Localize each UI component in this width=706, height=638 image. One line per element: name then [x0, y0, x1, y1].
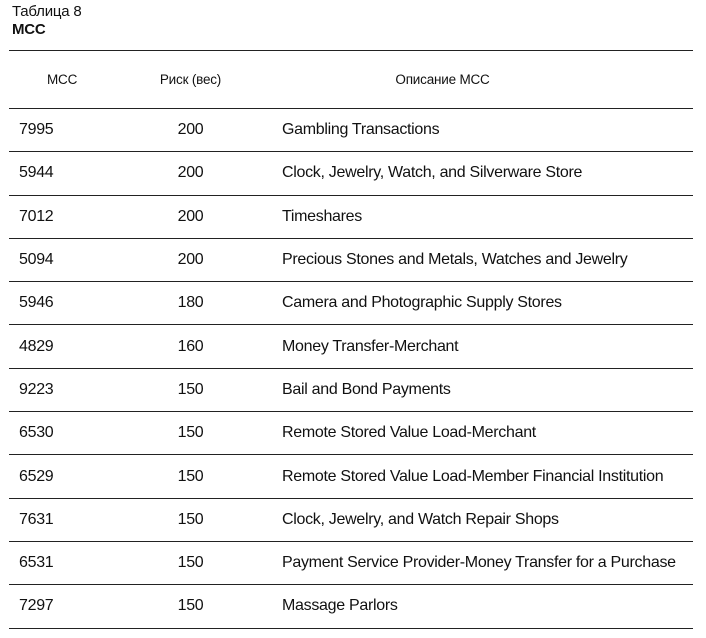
- cell-mcc: 6529: [19, 467, 54, 485]
- cell-risk: 200: [177, 207, 204, 225]
- cell-description: Precious Stones and Metals, Watches and Jewelry: [282, 251, 628, 269]
- cell-description: Massage Parlors: [282, 597, 398, 615]
- cell-description: Remote Stored Value Load-Member Financial Institution: [282, 467, 664, 485]
- table-row: [9, 412, 693, 455]
- table-row: [9, 585, 693, 628]
- cell-risk: 150: [177, 597, 204, 615]
- table-row: [9, 325, 693, 368]
- header-risk: Риск (вес): [159, 72, 222, 87]
- cell-mcc: 6530: [19, 424, 54, 442]
- cell-mcc: 5094: [19, 251, 54, 269]
- cell-risk: 150: [177, 380, 204, 398]
- table-header-row: [9, 51, 693, 109]
- table-row: [9, 152, 693, 195]
- cell-mcc: 9223: [19, 380, 54, 398]
- table-title: MCC: [12, 21, 46, 38]
- header-description: Описание MCC: [395, 72, 490, 87]
- table-caption: [12, 3, 82, 39]
- table-row: [9, 499, 693, 542]
- cell-description: Remote Stored Value Load-Merchant: [282, 424, 536, 442]
- cell-risk: 200: [177, 251, 204, 269]
- table-row: [9, 369, 693, 412]
- table-row: [9, 542, 693, 585]
- cell-risk: 160: [177, 337, 204, 355]
- table-number-label: Таблица 8: [12, 3, 82, 20]
- cell-risk: 150: [177, 554, 204, 572]
- cell-mcc: 7631: [19, 510, 54, 528]
- cell-risk: 150: [177, 467, 204, 485]
- cell-risk: 200: [177, 164, 204, 182]
- cell-mcc: 7297: [19, 597, 54, 615]
- table-row: [9, 196, 693, 239]
- cell-description: Timeshares: [282, 207, 362, 225]
- cell-description: Bail and Bond Payments: [282, 380, 451, 398]
- cell-mcc: 7995: [19, 121, 54, 139]
- cell-description: Payment Service Provider-Money Transfer for a Purchase: [282, 554, 676, 572]
- cell-description: Camera and Photographic Supply Stores: [282, 294, 562, 312]
- mcc-table: [9, 50, 693, 629]
- cell-risk: 200: [177, 121, 204, 139]
- table-row: [9, 239, 693, 282]
- cell-description: Gambling Transactions: [282, 121, 440, 139]
- cell-risk: 180: [177, 294, 204, 312]
- cell-mcc: 5946: [19, 294, 54, 312]
- cell-mcc: 4829: [19, 337, 54, 355]
- cell-mcc: 7012: [19, 207, 54, 225]
- table-body: [9, 109, 693, 629]
- cell-description: Clock, Jewelry, Watch, and Silverware Store: [282, 164, 583, 182]
- cell-description: Clock, Jewelry, and Watch Repair Shops: [282, 510, 559, 528]
- cell-risk: 150: [177, 424, 204, 442]
- cell-description: Money Transfer-Merchant: [282, 337, 459, 355]
- cell-mcc: 5944: [19, 164, 54, 182]
- table-row: [9, 282, 693, 325]
- table-row: [9, 109, 693, 152]
- cell-mcc: 6531: [19, 554, 54, 572]
- table-row: [9, 455, 693, 498]
- header-mcc: MCC: [47, 72, 78, 87]
- cell-risk: 150: [177, 510, 204, 528]
